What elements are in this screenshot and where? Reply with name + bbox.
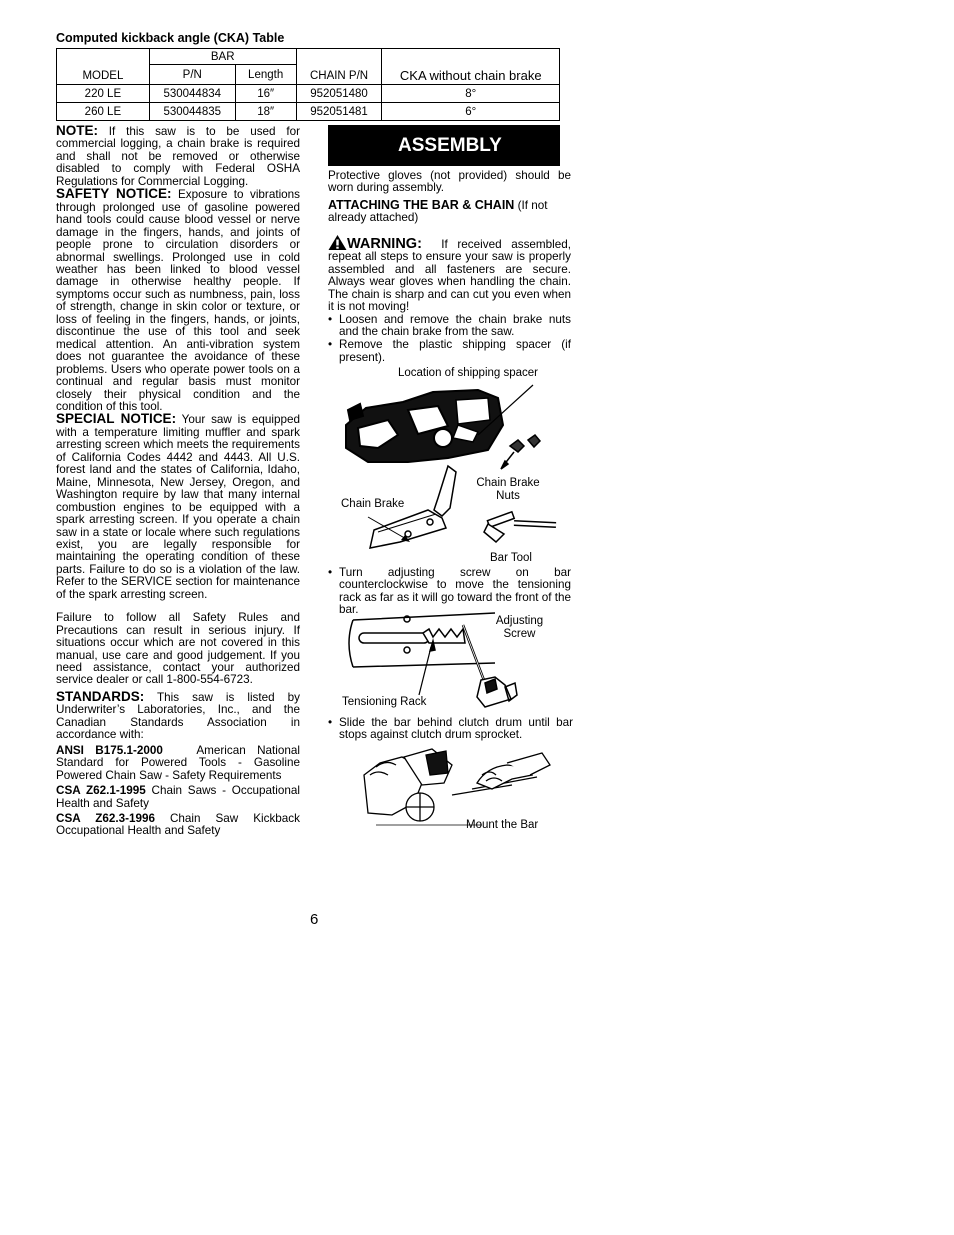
safety-notice-paragraph — [56, 188, 300, 413]
warning-text: If received assembled, repeat all steps to ensure your saw is properly assembled and all fasteners are secure. Always wear gloves when handling the chain. The chain is sharp and can cut you even when it is not moving! — [328, 237, 572, 314]
cka-table — [56, 48, 560, 121]
header-cka: CKA without chain brake — [382, 49, 560, 85]
label-chain-brake-nuts: Chain Brake Nuts — [476, 477, 540, 502]
csa2-paragraph — [56, 813, 300, 838]
warning-paragraph — [328, 234, 571, 314]
header-chain-pn: CHAIN P/N — [296, 49, 382, 85]
right-top-text — [328, 170, 571, 364]
label-tensioning-rack: Tensioning Rack — [342, 696, 427, 708]
cell-length: 16″ — [235, 85, 296, 103]
bullet-adjust-screw: • Turn adjusting screw on bar counterclockwise to move the tensioning rack as far as it will go toward the front of the bar. — [328, 567, 571, 617]
cell-chain-pn: 952051480 — [296, 85, 382, 103]
csa2-label: CSA Z62.3-1996 — [56, 812, 155, 826]
standards-paragraph — [56, 688, 300, 742]
label-adjusting-screw: Adjusting Screw — [495, 615, 544, 640]
attach-note: (If not already attached) — [328, 198, 548, 225]
cell-model: 260 LE — [57, 103, 150, 121]
note-text: If this saw is to be used for commercial logging, a chain brake is required and shall not be removed or otherwise disabled to comply with Federal OSHA Regulations for Commercial Logging. — [56, 125, 300, 188]
gloves-text: Protective gloves (not provided) should be worn during assembly. — [328, 169, 571, 195]
bullet-loosen: • Loosen and remove the chain brake nuts and the chain brake from the saw. — [328, 314, 571, 339]
cka-table-title: Computed kickback angle (CKA) Table — [56, 31, 285, 45]
header-pn: P/N — [149, 65, 235, 85]
cell-cka: 6° — [382, 103, 560, 121]
safety-notice-text: Exposure to vibrations through prolonged use of gasoline powered hand tools could cause blood vessel or nerve damage in the fingers, hands, and joints of people prone to circulation disorders or abnormal swellings. Prolonged use in cold weather has been linked to blood vessel damage in otherwise healthy people. If symptoms occur such as numbness, pain, loss of strength, change in skin color or texture, or loss of feeling in the fingers, hands, or joints, discontinue the use of this tool and seek medical attention. An anti-vibration system does not guarantee the avoidance of these problems. Users who operate power tools on a continual and regular basis must monitor closely their physical condition and the condition of this tool. — [56, 188, 301, 413]
cell-model: 220 LE — [57, 85, 150, 103]
ansi-text: American National Standard for Powered Tools - Gasoline Powered Chain Saw - Safety Requirements — [56, 743, 300, 782]
standards-label: STANDARDS: — [56, 688, 145, 704]
table-row — [57, 85, 560, 103]
assembly-title: ASSEMBLY — [398, 134, 502, 156]
standards-text: This saw is listed by Underwriter’s Laboratories, Inc., and the Canadian Standards Association in accordance with: — [56, 690, 300, 742]
attach-label: ATTACHING THE BAR & CHAIN — [328, 197, 515, 212]
header-bar: BAR — [149, 49, 296, 65]
note-label: NOTE: — [56, 123, 98, 138]
left-column — [56, 125, 300, 838]
header-model: MODEL — [57, 49, 150, 85]
note-paragraph — [56, 125, 300, 188]
special-notice-label: SPECIAL NOTICE: — [56, 411, 177, 427]
attach-paragraph — [328, 199, 571, 225]
bullet-slide-block — [328, 717, 573, 742]
bullet-remove-spacer: • Remove the plastic shipping spacer (if present). — [328, 339, 571, 364]
csa1-text: Chain Saws - Occupational Health and Safety — [56, 784, 300, 810]
page-number: 6 — [310, 911, 319, 928]
failure-paragraph: Failure to follow all Safety Rules and Precautions can result in serious injury. If situations occur which are not covered in this manual, use care and good judgement. If you need assistance, contact your authorized service dealer or call 1-800-554-6723. — [56, 611, 300, 687]
special-notice-text: Your saw is equipped with a temperature limiting muffler and spark arresting screen which meets the requirements of California Codes 4442 and 4443. All U.S. forest land and the states of California, Idaho, Maine, Minnesota, New Jersey, Oregon, and Washington require by law that many internal combustion engines to be equipped with a spark arresting screen. If you operate a chain saw in a state or locale where such regulations exist, you are legally responsible for maintaining the operating condition of these parts. Failure to do so is a violation of the law. Refer to the SERVICE section for maintenance of the spark arresting screen. — [56, 413, 300, 601]
csa1-label: CSA Z62.1-1995 — [56, 784, 146, 798]
bullet-slide-bar: • Slide the bar behind clutch drum until bar stops against clutch drum sprocket. — [328, 717, 573, 742]
label-shipping-spacer: Location of shipping spacer — [398, 367, 539, 379]
special-notice-paragraph — [56, 413, 300, 601]
label-bar-tool: Bar Tool — [490, 552, 532, 564]
label-chain-brake: Chain Brake — [341, 498, 405, 510]
mount-bar-figure-icon — [362, 745, 557, 830]
label-mount-the-bar: Mount the Bar — [466, 819, 539, 831]
ansi-label: ANSI B175.1-2000 — [56, 743, 163, 757]
ansi-paragraph — [56, 745, 300, 782]
assembly-header — [328, 125, 560, 166]
csa2-text: Chain Saw Kickback Occupational Health and Safety — [56, 812, 300, 838]
header-length: Length — [235, 65, 296, 85]
cell-pn: 530044834 — [149, 85, 235, 103]
csa1-paragraph — [56, 785, 300, 810]
cell-chain-pn: 952051481 — [296, 103, 382, 121]
warning-triangle-icon — [328, 234, 347, 250]
warning-label: WARNING: — [347, 235, 422, 252]
cell-cka: 8° — [382, 85, 560, 103]
cell-length: 18″ — [235, 103, 296, 121]
table-row — [57, 103, 560, 121]
cell-pn: 530044835 — [149, 103, 235, 121]
safety-notice-label: SAFETY NOTICE: — [56, 186, 172, 202]
